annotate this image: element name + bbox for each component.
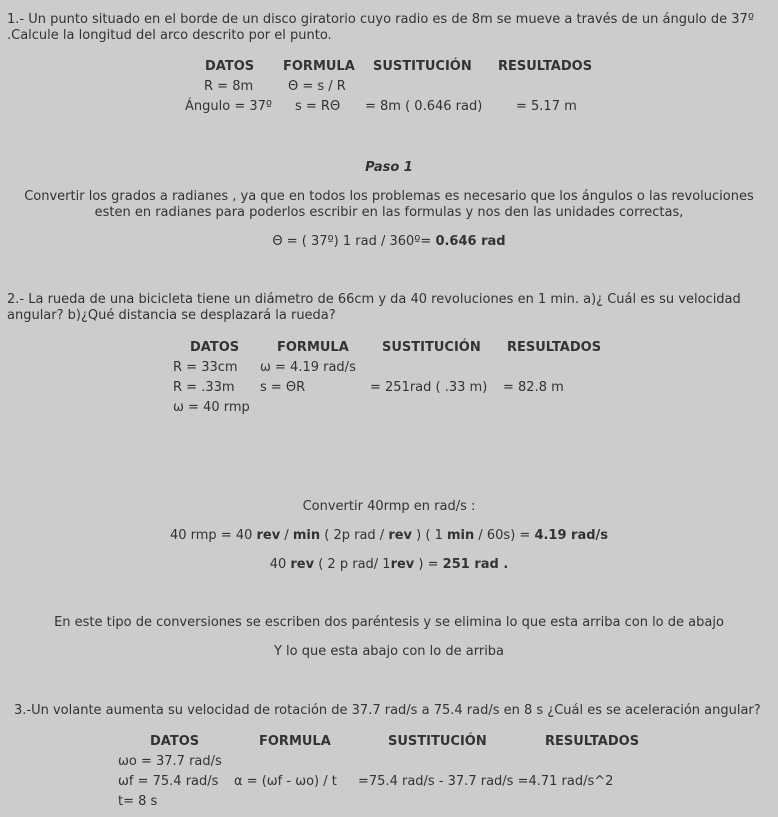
p3-header-resultados: RESULTADOS <box>545 734 640 749</box>
eq1-part: ( 2p rad / <box>320 528 389 543</box>
eq1-min: min <box>446 528 475 543</box>
paso-1-equation-result: 0.646 rad <box>435 234 506 249</box>
p3-header-sustitucion: SUSTITUCIÓN <box>388 734 487 749</box>
p1-row1-datos: R = 8m <box>204 79 254 94</box>
eq1-min: min <box>292 528 321 543</box>
problem-1-text-line-1: 1.- Un punto situado en el borde de un disco giratorio cuyo radio es de 8m se mueve a través de un ángulo de 37º <box>7 12 754 27</box>
eq1-part: / <box>280 528 293 543</box>
p2-header-resultados: RESULTADOS <box>507 340 602 355</box>
p1-header-sustitucion: SUSTITUCIÓN <box>373 59 472 74</box>
problem-1-text-line-2: .Calcule la longitud del arco descrito por el punto. <box>7 28 332 43</box>
problem-2-text-line-2: angular? b)¿Qué distancia se desplazará la rueda? <box>7 308 336 323</box>
p1-row2-datos: Ángulo = 37º <box>185 99 273 114</box>
p1-row2-formula: s = RΘ <box>295 99 341 114</box>
eq1-rev: rev <box>388 528 413 543</box>
p2-row2-sustitucion: = 251rad ( .33 m) <box>370 380 488 395</box>
p1-row2-resultado: = 5.17 m <box>516 99 577 114</box>
eq1-part: / 60s) = <box>474 528 535 543</box>
eq2-rev: rev <box>390 557 415 572</box>
conversion-equation-2 <box>0 557 778 573</box>
problem-2-text-line-1: 2.- La rueda de una bicicleta tiene un diámetro de 66cm y da 40 revoluciones en 1 min. a)¿ Cuál es su velocidad <box>7 292 741 307</box>
p3-header-datos: DATOS <box>150 734 200 749</box>
p2-row2-formula: s = ΘR <box>260 380 306 395</box>
p2-row3-datos: ω = 40 rmp <box>173 400 250 415</box>
p1-row2-sustitucion: = 8m ( 0.646 rad) <box>365 99 483 114</box>
p2-row2-datos: R = .33m <box>173 380 235 395</box>
eq1-part: 40 rmp = 40 <box>169 528 257 543</box>
eq2-rev: rev <box>290 557 315 572</box>
p1-header-resultados: RESULTADOS <box>498 59 593 74</box>
paso-1-equation <box>0 234 778 250</box>
p3-row1-datos: ωo = 37.7 rad/s <box>118 754 222 769</box>
p3-row3-datos: t= 8 s <box>118 794 158 809</box>
p3-row2-datos: ωf = 75.4 rad/s <box>118 774 219 789</box>
conversion-equation-1 <box>0 528 778 544</box>
p1-row1-formula: Θ = s / R <box>288 79 346 94</box>
problem-3-text: 3.-Un volante aumenta su velocidad de rotación de 37.7 rad/s a 75.4 rad/s en 8 s ¿Cuál es se aceleración angular? <box>14 703 761 718</box>
p3-row2-sustitucion: =75.4 rad/s - 37.7 rad/s =4.71 rad/s^2 <box>358 774 614 789</box>
eq2-part: ( 2 p rad/ 1 <box>314 557 391 572</box>
paso-1-text-line-2: esten en radianes para poderlos escribir en las formulas y nos den las unidades correctas, <box>94 205 684 220</box>
p2-header-sustitucion: SUSTITUCIÓN <box>382 340 481 355</box>
p2-row1-formula: ω = 4.19 rad/s <box>260 360 356 375</box>
eq1-rev: rev <box>256 528 281 543</box>
eq2-part: ) = <box>414 557 443 572</box>
paso-1-text-line-1: Convertir los grados a radianes , ya que en todos los problemas es necesario que los ángulos o las revoluciones <box>24 189 754 204</box>
paso-1-title: Paso 1 <box>365 160 413 175</box>
convert-title: Convertir 40rmp en rad/s : <box>302 499 476 514</box>
eq1-result: 4.19 rad/s <box>534 528 609 543</box>
paso-1-equation-text: Θ = ( 37º) 1 rad / 360º= <box>272 234 436 249</box>
eq2-result: 251 rad . <box>442 557 509 572</box>
p2-row2-resultado: = 82.8 m <box>503 380 564 395</box>
eq2-part: 40 <box>269 557 291 572</box>
note-line-1: En este tipo de conversiones se escriben dos paréntesis y se elimina lo que esta arriba con lo de abajo <box>54 615 724 630</box>
p2-header-formula: FORMULA <box>277 340 349 355</box>
p3-row2-formula: α = (ωf - ωo) / t <box>234 774 337 789</box>
p3-header-formula: FORMULA <box>259 734 331 749</box>
note-line-2: Y lo que esta abajo con lo de arriba <box>273 644 505 659</box>
p2-header-datos: DATOS <box>190 340 240 355</box>
eq1-part: ) ( 1 <box>412 528 447 543</box>
p1-header-formula: FORMULA <box>283 59 355 74</box>
p2-row1-datos: R = 33cm <box>173 360 238 375</box>
p1-header-datos: DATOS <box>205 59 255 74</box>
